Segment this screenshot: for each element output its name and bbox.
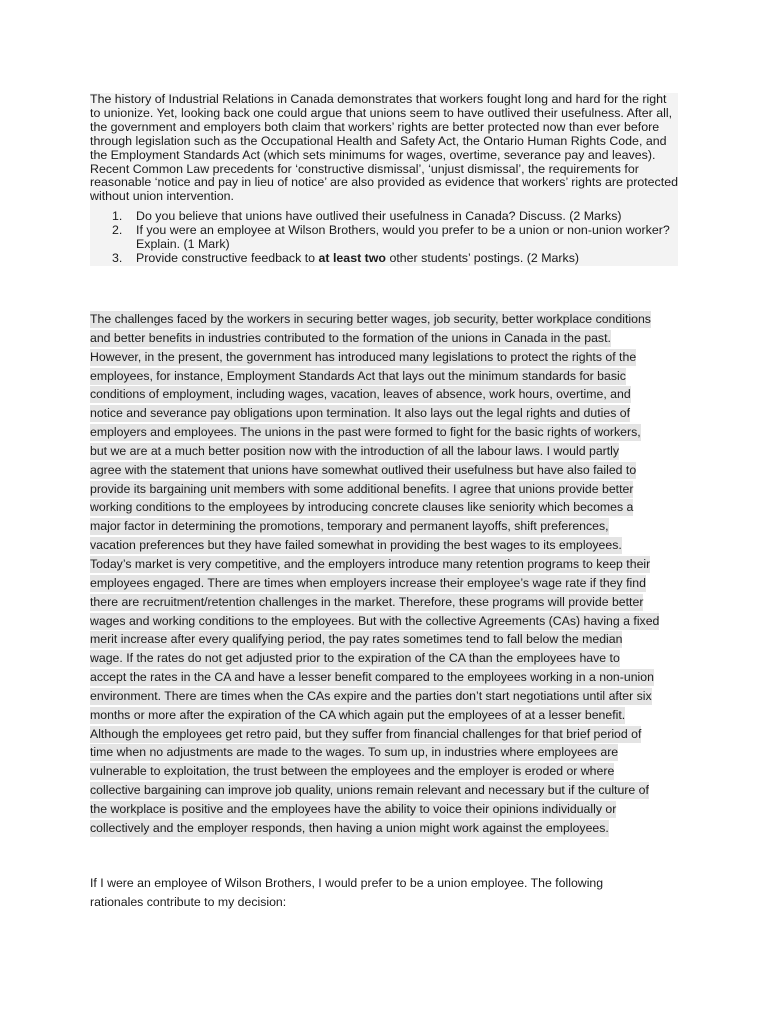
answer-line [90,574,680,593]
question-intro-text: The history of Industrial Relations in Canada demonstrates that workers fought long and hard for the right to unionize. Yet, looking back one could argue that unions seem to have outlived their usefulness. After all, the government and employers both claim that workers’ rights are better protected now than ever before through legislation such as the Occupational Health and Safety Act, the Ontario Human Rights Code, and the Employment Standards Act (which sets minimums for wages, overtime, severance pay and leaves). Recent Common Law precedents for ‘constructive dismissal’, ‘unjust dismissal’, the requirements for reasonable ‘notice and pay in lieu of notice’ are also provided as evidence that workers’ rights are protected without union intervention. [90,92,678,204]
answer-line-text: employees engaged. There are times when employers increase their employee’s wage rate if they find [90,575,646,590]
answer-line-text: time when no adjustments are made to the wages. To sum up, in industries where employees are [90,745,619,760]
answer-line [90,348,680,367]
answer-line [90,536,680,555]
answer-line-text: there are recruitment/retention challenges in the market. Therefore, these programs will provide better [90,594,644,609]
answer-line-text: notice and severance pay obligations upon termination. It also lays out the legal rights and duties of [90,406,631,421]
answer-line-text: vulnerable to exploitation, the trust between the employees and the employer is eroded or where [90,764,615,779]
question-text: If you were an employee at Wilson Brothers, would you prefer to be a union or non-union worker? Explain. (1 Mark) [136,223,670,252]
answer-line-text: employers and employees. The unions in the past were formed to fight for the basic rights of workers, [90,425,641,440]
answer-line-text: wage. If the rates do not get adjusted prior to the expiration of the CA than the employees have to [90,651,620,666]
answer-line [90,668,680,687]
answer-line-text: collectively and the employer responds, then having a union might work against the employees. [90,820,609,835]
answer-line-text: conditions of employment, including wages, vacation, leaves of absence, work hours, overtime, and [90,387,631,402]
answer-line-text: vacation preferences but they have failed somewhat in providing the best wages to its employees. [90,538,622,553]
answer-line [90,423,680,442]
closing-line: rationales contribute to my decision: [90,894,287,909]
question-item-1 [90,210,678,224]
question-item-3 [90,252,678,266]
question-item-2 [90,224,678,252]
answer-line [90,385,680,404]
answer-line-text: months or more after the expiration of the CA which again put the employees of at a lesser benefit. [90,707,626,722]
answer-line [90,612,680,631]
answer-line [90,725,680,744]
answer-line-text: However, in the present, the government has introduced many legislations to protect the rights of the [90,349,637,364]
question-number: 3. [112,250,123,265]
answer-line [90,687,680,706]
answer-line [90,630,680,649]
answer-line-text: agree with the statement that unions have somewhat outlived their usefulness but have also failed to [90,462,637,477]
answer-line [90,517,680,536]
answer-line [90,480,680,499]
answer-line [90,404,680,423]
answer-line [90,819,680,838]
answer-line [90,555,680,574]
answer-line-text: and better benefits in industries contributed to the formation of the unions in Canada in the past. [90,330,611,345]
answer-line [90,367,680,386]
answer-line-text: environment. There are times when the CAs expire and the parties don’t start negotiations until after six [90,688,652,703]
answer-paragraph [90,310,680,838]
answer-line-text: Although the employees get retro paid, but they suffer from financial challenges for that brief period of [90,726,642,741]
question-number: 2. [112,223,123,238]
closing-paragraph [90,874,680,912]
answer-line [90,310,680,329]
answer-line [90,800,680,819]
answer-line [90,743,680,762]
answer-line [90,706,680,725]
answer-line [90,781,680,800]
answer-line [90,461,680,480]
answer-line-text: the workplace is positive and the employees have the ability to voice their opinions individually or [90,801,617,816]
answer-line-text: wages and working conditions to the employees. But with the collective Agreements (CAs) having a fixed [90,613,660,628]
question-text-bold: at least two [318,250,386,265]
question-text-post: other students’ postings. (2 Marks) [386,250,580,265]
answer-line-text: but we are at a much better position now with the introduction of all the labour laws. I would partly [90,443,620,458]
answer-line-text: merit increase after every qualifying period, the pay rates sometimes tend to fall below the median [90,632,623,647]
answer-line-text: employees, for instance, Employment Standards Act that lays out the minimum standards for basic [90,368,626,383]
closing-line: If I were an employee of Wilson Brothers, I would prefer to be a union employee. The following [90,876,604,890]
answer-line [90,329,680,348]
answer-line-text: Today’s market is very competitive, and the employers introduce many retention programs to keep their [90,556,651,571]
answer-line-text: major factor in determining the promotions, temporary and permanent layoffs, shift preferences, [90,519,609,534]
answer-line [90,498,680,517]
answer-line [90,442,680,461]
question-text: Do you believe that unions have outlived their usefulness in Canada? Discuss. (2 Marks) [136,209,622,224]
question-list [90,210,678,266]
answer-line-text: working conditions to the employees by introducing concrete clauses like seniority which becomes a [90,500,634,515]
answer-line [90,762,680,781]
answer-line-text: The challenges faced by the workers in securing better wages, job security, better workplace conditions [90,312,651,326]
answer-line-text: collective bargaining can improve job quality, unions remain relevant and necessary but if the culture of [90,783,649,798]
question-number: 1. [112,209,123,224]
answer-line [90,649,680,668]
answer-line-text: provide its bargaining unit members with some additional benefits. I agree that unions provide better [90,481,634,496]
question-text-pre: Provide constructive feedback to [136,250,319,265]
question-prompt [90,93,678,266]
answer-line-text: accept the rates in the CA and have a lesser benefit compared to the employees working in a non-union [90,670,654,685]
answer-line [90,593,680,612]
